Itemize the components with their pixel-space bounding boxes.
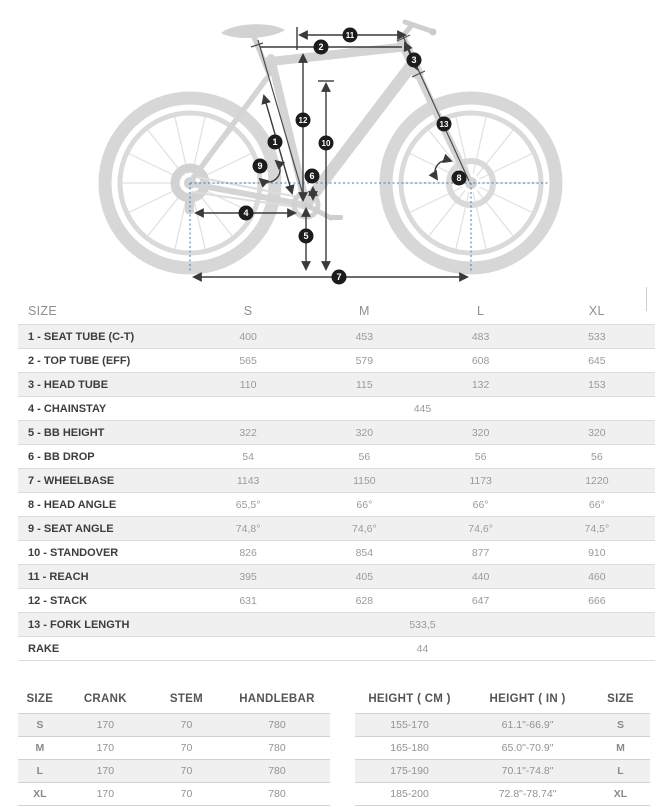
sizing-height-in: 72.8"-78.74" xyxy=(498,788,557,800)
dimension-badge-standover xyxy=(319,136,334,151)
dimension-badge-bb-drop xyxy=(305,169,320,184)
geometry-value: 854 xyxy=(355,546,374,559)
components-value: 170 xyxy=(96,788,115,800)
geometry-value: 483 xyxy=(471,330,490,343)
svg-text:5: 5 xyxy=(303,231,309,242)
dimension-badge-bb-height xyxy=(299,229,314,244)
dimension-badge-wheelbase xyxy=(332,270,347,285)
dimension-badge-chainstay xyxy=(239,206,254,221)
rider-sizing-table xyxy=(355,685,650,806)
page-edge-artifact xyxy=(646,287,647,311)
geometry-value: 153 xyxy=(588,378,606,391)
sizing-size: L xyxy=(617,765,624,777)
geometry-value: 628 xyxy=(355,594,374,607)
components-row xyxy=(18,737,330,760)
components-size: S xyxy=(36,719,44,731)
geometry-row-label: 10 - STANDOVER xyxy=(28,546,119,559)
sizing-height-cm: 185-200 xyxy=(390,788,429,800)
geometry-value: 110 xyxy=(239,378,257,391)
geometry-value: 440 xyxy=(471,570,490,583)
geometry-value: 320 xyxy=(355,426,374,439)
geometry-value: 579 xyxy=(355,354,374,367)
geometry-value: 74,6° xyxy=(468,522,493,535)
bike-diagram-svg xyxy=(0,0,665,295)
geometry-row xyxy=(18,613,655,637)
svg-text:11: 11 xyxy=(345,31,355,41)
geometry-value: 320 xyxy=(471,426,490,439)
components-value: 70 xyxy=(180,788,193,800)
geometry-value-shared: 533,5 xyxy=(409,618,436,631)
geometry-row xyxy=(18,373,655,397)
sizing-size: XL xyxy=(613,788,628,800)
sizing-col-header: SIZE xyxy=(607,693,634,705)
geometry-value: 322 xyxy=(239,426,257,439)
geometry-value: 877 xyxy=(471,546,490,559)
geometry-row-label: 13 - FORK LENGTH xyxy=(28,618,130,631)
geometry-row-label: RAKE xyxy=(28,642,60,655)
sizing-header-row xyxy=(355,685,650,714)
geometry-value: 647 xyxy=(471,594,490,607)
geometry-value: 115 xyxy=(355,378,373,391)
sizing-size: S xyxy=(616,719,624,731)
sizing-row xyxy=(355,760,650,783)
geometry-value: 132 xyxy=(471,378,490,391)
geometry-value: 608 xyxy=(471,354,490,367)
components-value: 70 xyxy=(180,719,193,731)
components-size: L xyxy=(36,765,44,777)
components-value: 70 xyxy=(180,765,193,777)
components-col-header: SIZE xyxy=(26,693,54,705)
geometry-row-label: 7 - WHEELBASE xyxy=(28,474,115,487)
geometry-row-label: 8 - HEAD ANGLE xyxy=(28,498,117,511)
geometry-value: 910 xyxy=(588,546,606,559)
geometry-size-header: SIZE xyxy=(28,303,57,318)
dimension-badge-top-tube xyxy=(314,40,329,55)
components-col-header: HANDLEBAR xyxy=(239,693,315,705)
geometry-value: 1150 xyxy=(353,474,376,487)
geometry-value: 1220 xyxy=(585,474,609,487)
components-col-header: STEM xyxy=(169,693,204,705)
geometry-col-header-xl: XL xyxy=(588,303,605,318)
geometry-row-label: 2 - TOP TUBE (EFF) xyxy=(28,354,131,367)
sizing-height-in: 65.0"-70.9" xyxy=(501,742,554,754)
saddle-shape xyxy=(221,24,285,38)
components-value: 70 xyxy=(180,742,193,754)
components-size: XL xyxy=(33,788,47,800)
svg-text:10: 10 xyxy=(321,139,331,149)
dimension-badge-seat-tube xyxy=(268,135,283,150)
bottom-tables xyxy=(18,685,650,806)
components-value: 170 xyxy=(96,765,115,777)
geometry-value: 56 xyxy=(358,450,371,463)
components-value: 170 xyxy=(96,719,115,731)
svg-text:12: 12 xyxy=(298,116,308,126)
bike-geometry-diagram xyxy=(0,0,665,295)
grip xyxy=(430,29,437,36)
dimension-badge-head-angle xyxy=(452,171,467,186)
svg-text:3: 3 xyxy=(411,55,417,66)
top-tube-shape xyxy=(266,47,404,62)
svg-text:9: 9 xyxy=(257,161,263,172)
components-header-row xyxy=(18,685,330,714)
svg-text:13: 13 xyxy=(439,120,449,130)
components-value: 780 xyxy=(268,788,286,800)
geometry-row xyxy=(18,565,655,589)
geometry-value: 1143 xyxy=(236,474,260,487)
geometry-col-header-m: M xyxy=(359,303,370,318)
geometry-table xyxy=(18,297,655,661)
geometry-row-label: 1 - SEAT TUBE (C-T) xyxy=(28,330,135,343)
geometry-row xyxy=(18,637,655,661)
geometry-row-label: 9 - SEAT ANGLE xyxy=(28,522,114,535)
geometry-row xyxy=(18,325,655,349)
geometry-row xyxy=(18,397,655,421)
geometry-value: 405 xyxy=(355,570,374,583)
svg-text:2: 2 xyxy=(318,42,324,53)
geometry-row xyxy=(18,349,655,373)
sizing-height-cm: 165-180 xyxy=(390,742,429,754)
sizing-row xyxy=(355,714,650,737)
geometry-value: 645 xyxy=(588,354,606,367)
geometry-col-header-l: L xyxy=(476,303,485,318)
sizing-row xyxy=(355,783,650,806)
geometry-value: 631 xyxy=(239,594,257,607)
geometry-value: 320 xyxy=(588,426,606,439)
geometry-value: 826 xyxy=(239,546,257,559)
geometry-value-shared: 445 xyxy=(413,402,432,415)
pedal xyxy=(328,215,343,220)
svg-text:8: 8 xyxy=(456,173,462,184)
components-value: 780 xyxy=(268,765,286,777)
sizing-height-in: 61.1"-66.9" xyxy=(501,719,554,731)
components-col-header: CRANK xyxy=(83,693,127,705)
geometry-row xyxy=(18,493,655,517)
geometry-row xyxy=(18,469,655,493)
geometry-value: 400 xyxy=(239,330,257,343)
geometry-value: 54 xyxy=(242,450,254,463)
sizing-height-cm: 155-170 xyxy=(390,719,429,731)
geometry-value: 56 xyxy=(591,450,603,463)
sizing-height-in: 70.1"-74.8" xyxy=(501,765,554,777)
components-value: 780 xyxy=(268,742,286,754)
geometry-row-label: 5 - BB HEIGHT xyxy=(28,426,105,439)
geometry-value: 74,5° xyxy=(584,522,610,535)
geometry-row-label: 12 - STACK xyxy=(28,594,88,607)
geometry-row xyxy=(18,541,655,565)
geometry-value: 66° xyxy=(356,498,373,511)
geometry-row xyxy=(18,421,655,445)
sizing-col-header: HEIGHT ( CM ) xyxy=(368,693,451,705)
geometry-value: 74,8° xyxy=(235,522,261,535)
geometry-row xyxy=(18,589,655,613)
geometry-row xyxy=(18,517,655,541)
geometry-value: 395 xyxy=(239,570,257,583)
components-value: 170 xyxy=(96,742,115,754)
svg-text:6: 6 xyxy=(309,171,315,182)
geometry-col-header-s: S xyxy=(243,303,253,318)
components-row xyxy=(18,760,330,783)
geometry-value: 666 xyxy=(588,594,606,607)
geometry-value: 66° xyxy=(588,498,605,511)
dimension-badge-head-tube xyxy=(407,53,422,68)
dimension-badge-seat-angle xyxy=(253,159,268,174)
components-row xyxy=(18,714,330,737)
geometry-row xyxy=(18,445,655,469)
dimension-badge-stack xyxy=(296,113,311,128)
sizing-row xyxy=(355,737,650,760)
components-value: 780 xyxy=(268,719,286,731)
sizing-size: M xyxy=(616,742,625,754)
geometry-value: 1173 xyxy=(469,474,492,487)
geometry-value-shared: 44 xyxy=(416,642,429,655)
components-row xyxy=(18,783,330,806)
geometry-value: 66° xyxy=(472,498,489,511)
sizing-height-cm: 175-190 xyxy=(390,765,429,777)
components-size: M xyxy=(35,742,45,754)
geometry-value: 453 xyxy=(355,330,374,343)
geometry-row-label: 11 - REACH xyxy=(28,570,89,583)
sizing-col-header: HEIGHT ( IN ) xyxy=(489,693,566,705)
geometry-value: 56 xyxy=(474,450,487,463)
components-table xyxy=(18,685,330,806)
geometry-value: 460 xyxy=(588,570,606,583)
geometry-value: 565 xyxy=(239,354,257,367)
geometry-row-label: 4 - CHAINSTAY xyxy=(28,402,107,415)
svg-text:4: 4 xyxy=(243,208,249,219)
geometry-value: 74,6° xyxy=(352,522,377,535)
dimension-badge-reach xyxy=(343,28,358,43)
geometry-row-label: 6 - BB DROP xyxy=(28,450,95,463)
geometry-value: 65,5° xyxy=(235,498,261,511)
dimension-badge-fork-length xyxy=(437,117,452,132)
svg-text:1: 1 xyxy=(272,137,278,148)
geometry-value: 533 xyxy=(588,330,606,343)
svg-text:7: 7 xyxy=(336,272,342,283)
geometry-row-label: 3 - HEAD TUBE xyxy=(28,378,109,391)
geometry-header-row xyxy=(18,297,655,325)
